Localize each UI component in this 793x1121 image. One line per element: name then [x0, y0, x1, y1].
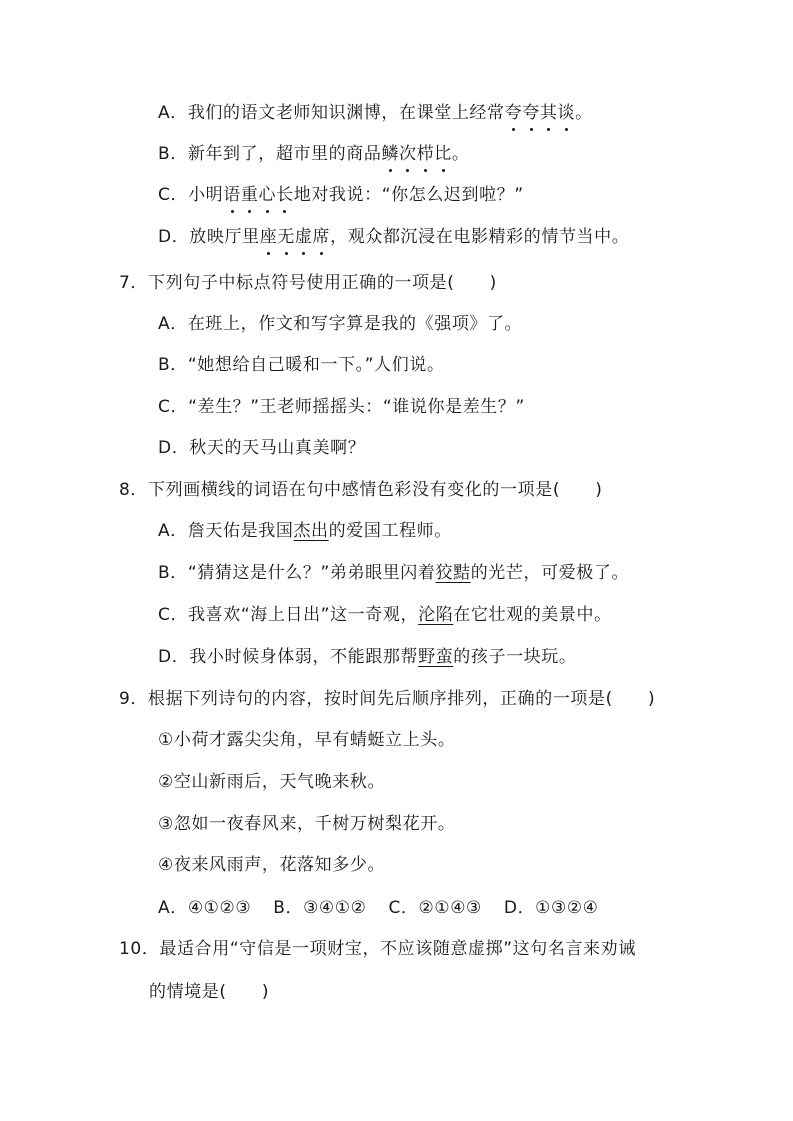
q9-stem: 9．根据下列诗句的内容，按时间先后顺序排列，正确的一项是( )	[119, 689, 656, 709]
q9-poem-2: ②空山新雨后，天气晚来秋。	[158, 772, 386, 792]
q8-d-pre: D．我小时候身体弱，不能跟那帮	[158, 647, 419, 667]
q6-a-pre: A．我们的语文老师知识渊博，在课堂上经常	[158, 103, 505, 123]
q9-option-a: A．④①②③	[158, 898, 252, 918]
q7-option-c: C．“差生？”王老师摇摇头：“谁说你是差生？”	[158, 397, 525, 417]
dotted-char: 其	[539, 103, 558, 123]
q10-stem-line-2: 的情境是( )	[149, 982, 270, 1002]
dotted-char: 次	[399, 144, 417, 164]
q7-option-d: D．秋天的天马山真美啊？	[158, 438, 366, 458]
underlined-word: 狡黠	[435, 563, 471, 583]
dotted-char: 比	[434, 144, 452, 164]
q6-c-pre: C．小明	[158, 185, 224, 205]
q8-a-pre: A．詹天佑是我国	[158, 521, 294, 541]
q9-poem-1: ①小荷才露尖尖角，早有蜻蜓立上头。	[158, 730, 456, 750]
dotted-char: 栉	[416, 144, 435, 164]
q7-option-b: B．“她想给自己暖和一下。”人们说。	[158, 355, 445, 375]
q6-d-post: ，观众都沉浸在电影精彩的情节当中。	[330, 227, 630, 247]
underlined-word: 野蛮	[418, 647, 454, 667]
q6-a-post: 。	[575, 103, 593, 123]
q7-option-a: A．在班上，作文和写字算是我的《强项》了。	[158, 314, 523, 334]
dotted-char: 座	[259, 227, 278, 247]
q8-option-b	[158, 561, 629, 585]
dotted-char: 长	[276, 185, 294, 205]
q8-d-post: 的孩子一块玩。	[453, 647, 577, 667]
dotted-char: 鳞	[381, 144, 400, 164]
q10-stem-line-1: 10．最适合用“守信是一项财宝，不应该随意虚掷”这句名言来劝诫	[119, 939, 636, 959]
q6-option-c	[158, 183, 524, 207]
q9-poem-4: ④夜来风雨声，花落知多少。	[158, 855, 386, 875]
q9-poem-3: ③忽如一夜春风来，千树万树梨花开。	[158, 814, 456, 834]
q6-option-b	[158, 142, 470, 166]
q8-c-pre: C．我喜欢“海上日出”这一奇观，	[158, 605, 419, 625]
q6-b-post: 。	[451, 144, 470, 164]
q6-d-pre: D．放映厅里	[158, 227, 260, 247]
q8-stem: 8．下列画横线的词语在句中感情色彩没有变化的一项是( )	[119, 480, 603, 500]
q8-c-post: 在它壮观的美景中。	[453, 605, 612, 625]
q8-a-post: 的爱国工程师。	[328, 521, 452, 541]
dotted-char: 语	[223, 185, 241, 205]
q6-b-pre: B．新年到了，超市里的商品	[158, 144, 382, 164]
q8-b-pre: B．“猜猜这是什么？”弟弟眼里闪着	[158, 563, 436, 583]
q9-option-d: D．①③②④	[503, 898, 599, 918]
q8-option-a	[158, 519, 452, 543]
q6-option-a	[158, 101, 593, 125]
dotted-char: 夸	[504, 103, 523, 123]
dotted-char: 重	[240, 185, 259, 205]
q9-option-b: B．③④①②	[273, 898, 367, 918]
q8-option-c	[158, 603, 612, 627]
underlined-word: 沦陷	[418, 605, 454, 625]
q9-options	[158, 896, 599, 920]
q9-option-c: C．②①④③	[388, 898, 482, 918]
underlined-word: 杰出	[293, 521, 329, 541]
q8-option-d	[158, 645, 577, 669]
dotted-char: 虚	[294, 227, 313, 247]
dotted-char: 心	[258, 185, 277, 205]
dotted-char: 席	[312, 227, 331, 247]
dotted-char: 谈	[557, 103, 576, 123]
dotted-char: 夸	[522, 103, 540, 123]
q7-stem: 7．下列句子中标点符号使用正确的一项是( )	[119, 273, 497, 293]
q8-b-post: 的光芒，可爱极了。	[470, 563, 630, 583]
q6-option-d	[158, 225, 629, 249]
dotted-char: 无	[277, 227, 295, 247]
q6-c-post: 地对我说：“你怎么迟到啦？”	[293, 185, 524, 205]
